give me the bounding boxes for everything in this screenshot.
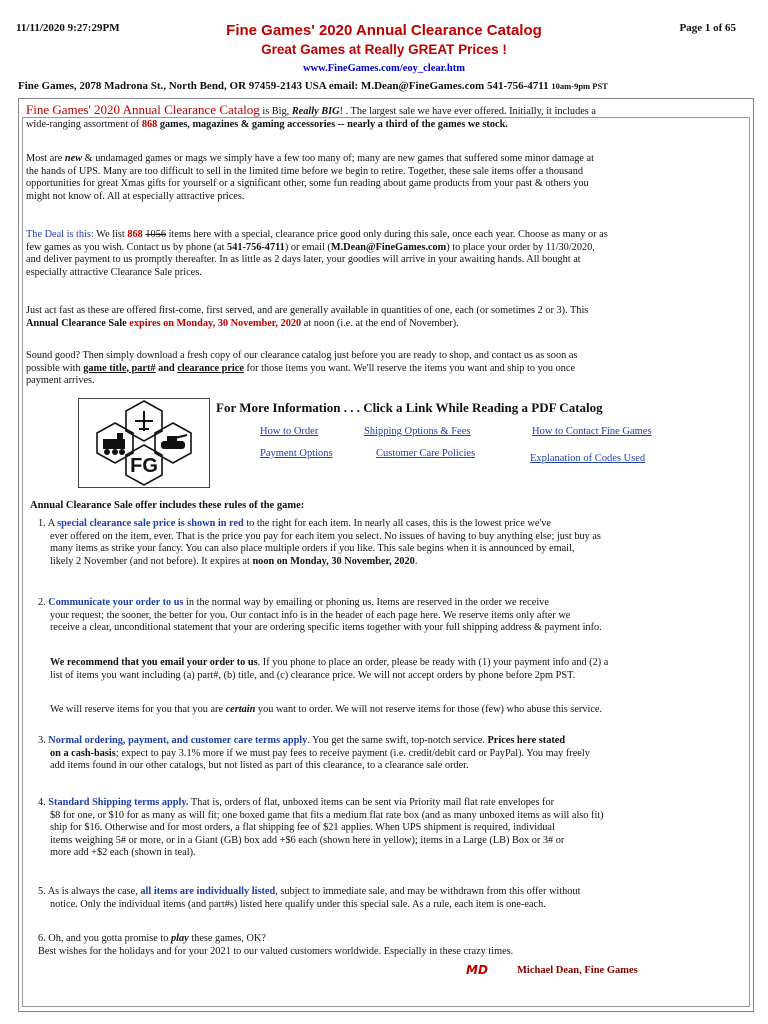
text: the hands of UPS. Many are too difficult to sell in the limited time before we begin to retire. Together, these sale items offer a thousand	[26, 165, 584, 177]
intro-text: wide-ranging assortment of	[26, 118, 142, 130]
text: to the right for each item. In nearly all cases, this is the lowest price we've	[243, 518, 551, 529]
hex-logo-icon	[79, 399, 209, 487]
paragraph-new-items	[26, 153, 744, 203]
text: 5. As is always the case,	[38, 886, 141, 897]
link-contact[interactable]: How to Contact Fine Games	[532, 426, 652, 437]
contact-address	[18, 80, 608, 92]
rule-2	[38, 597, 738, 635]
rule-2-reserve	[38, 704, 738, 717]
link-payment-options[interactable]: Payment Options	[260, 448, 333, 459]
emphasis-clearance-price: clearance price	[177, 362, 244, 374]
signature-initials: MD	[466, 963, 488, 977]
rule-2-recommend	[38, 657, 738, 682]
text: We will reserve items for you that you are	[50, 704, 226, 715]
page-number: Page 1 of 65	[679, 22, 736, 34]
cash-basis: on a cash-basis	[50, 747, 116, 759]
rule-5	[38, 886, 738, 911]
intro-catalog-name: Fine Games' 2020 Annual Clearance Catalog	[26, 102, 260, 117]
text: receive a clear, unconditional statement that your are ordering specific items together with your full shipping address & payment info.	[50, 622, 602, 633]
text: and	[155, 362, 178, 374]
item-count: 868	[127, 229, 143, 240]
text: many items as strike your fancy. You can also place multiple orders if you like. This sale begins when it is announced by email,	[50, 543, 575, 554]
prices-stated: Prices here stated	[487, 735, 566, 746]
catalog-title: Fine Games' 2020 Annual Clearance Catalog	[226, 22, 542, 39]
fine-games-logo	[78, 398, 210, 488]
text: ; expect to pay 3.1% more if we must pay fees to receive payment (i.e. credit/debit card or PayPal). You may freely	[115, 747, 590, 759]
paragraph-act-fast	[26, 305, 744, 330]
text: and deliver payment to us promptly thereafter. In as little as 2 days later, your goodies will arrive in your awaiting hands. All bought at	[26, 254, 581, 265]
text: items weighing 5# or more, or in a Giant (GB) box add +$6 each (shown here in yellow); items in a Large (LB) Box or 3# or	[50, 834, 565, 846]
rule-deadline: noon on Monday, 30 November, 2020	[252, 555, 415, 567]
item-count: 868	[141, 118, 158, 130]
rule-1	[38, 518, 738, 568]
intro-paragraph	[26, 104, 744, 131]
link-customer-care[interactable]: Customer Care Policies	[376, 448, 476, 459]
phone-number: 541-756-4711	[227, 241, 285, 253]
rules-heading: Annual Clearance Sale offer includes these rules of the game:	[30, 500, 305, 511]
rule-highlight: Communicate your order to us	[48, 597, 184, 608]
text: notice. Only the individual items (and part#s) listed here qualify under this special sale. As a rule, each item is one-each.	[50, 898, 546, 910]
text: Best wishes for the holidays and for your 2021 to our valued customers worldwide. Especially in these crazy times.	[38, 945, 514, 957]
text: at noon (i.e. at the end of November).	[301, 317, 459, 329]
intro-text: ! . The largest sale we have ever offered. Initially, it includes a	[339, 106, 596, 117]
paragraph-deal	[26, 229, 744, 279]
text: payment arrives.	[26, 375, 95, 386]
emphasis-new: new	[64, 153, 83, 164]
text: likely 2 November (and not before). It expires at	[50, 555, 253, 567]
text: 1. A	[38, 518, 58, 529]
text: opportunities for great Xmas gifts for yourself or a significant other, some fun reading about game products from your past & others you	[26, 178, 589, 189]
text: That is, orders of flat, unboxed items can be sent via Priority mail flat rate envelopes for	[188, 797, 555, 808]
text: list of items you want including (a) part#, (b) title, and (c) clearance price. We will not accept orders by phone before 2pm PST.	[50, 669, 576, 681]
rule-highlight: Normal ordering, payment, and customer care terms apply	[48, 735, 308, 746]
text: We list	[93, 229, 128, 240]
rule-highlight: Standard Shipping terms apply.	[48, 797, 189, 808]
text: Just act fast as these are offered first-come, first served, and are generally available in quantities of one, each (or sometimes 2 or 3). This	[26, 305, 589, 316]
text: especially attractive Clearance Sale prices.	[26, 266, 202, 278]
deal-label: The Deal is this:	[26, 229, 94, 240]
text: 3.	[38, 735, 49, 746]
email-address: M.Dean@FineGames.com	[330, 241, 447, 253]
emphasis-game-title: game title, part#	[83, 362, 156, 374]
text: possible with	[26, 362, 84, 374]
text: more add +$2 each (shown in teal).	[50, 847, 196, 858]
address-text: Fine Games, 2078 Madrona St., North Bend, OR 97459-2143 USA email: M.Dean@FineGames.com 541-756-4711	[18, 80, 552, 92]
text: these games, OK?	[188, 933, 266, 944]
rule-4	[38, 797, 738, 860]
text: ) or email (	[284, 241, 331, 253]
intro-text: is Big,	[259, 106, 292, 117]
text: , subject to immediate sale, and may be withdrawn from this offer without	[275, 886, 581, 897]
text: . If you phone to place an order, please be ready with (1) your payment info and (2) a	[257, 657, 609, 668]
paragraph-sound-good	[26, 350, 744, 388]
text: might not know of. All at especially attractive prices.	[26, 190, 245, 202]
text: ever offered on the item, ever. That is the price you pay for each item you select. No issues of having to buy anything else; just buy as	[50, 530, 601, 542]
rule-3	[38, 735, 738, 773]
text: .	[414, 555, 418, 567]
text: few games as you wish. Contact us by phone (at	[26, 241, 228, 253]
catalog-subtitle: Great Games at Really GREAT Prices !	[261, 42, 507, 57]
catalog-url-link[interactable]: www.FineGames.com/eoy_clear.htm	[302, 63, 466, 74]
link-codes-explanation[interactable]: Explanation of Codes Used	[530, 453, 646, 464]
text: Most are	[26, 153, 65, 164]
text: your request; the sooner, the better for you. Our contact info is in the header of each page here. We reserve items only after we	[50, 609, 571, 621]
text: & undamaged games or mags we simply have a few too many of; many are new games that suffered some minor damage at	[82, 153, 594, 164]
text: you want to order. We will not reserve items for those (few) who abuse this service.	[255, 704, 603, 715]
rule-6	[38, 933, 738, 958]
text: ship for $16. Otherwise and for most orders, a flat shipping fee of $21 applies. When UPS shipment is required, individual	[50, 822, 555, 833]
signature-name: Michael Dean, Fine Games	[517, 965, 638, 976]
svg-text:FG: FG	[130, 455, 158, 477]
link-shipping-options[interactable]: Shipping Options & Fees	[364, 426, 471, 437]
business-hours: 10am-9pm PST	[551, 81, 608, 91]
text: for those items you want. We'll reserve the items you want and ship to you once	[243, 362, 576, 374]
sale-name: Annual Clearance Sale	[26, 317, 127, 329]
rule-highlight: all items are individually listed	[140, 886, 276, 897]
recommend-email: We recommend that you email your order to us	[50, 657, 258, 668]
text: . You get the same swift, top-notch service.	[307, 735, 488, 746]
expiration-date: expires on Monday, 30 November, 2020	[126, 317, 302, 329]
link-how-to-order[interactable]: How to Order	[260, 426, 319, 437]
text: ) to place your order by 11/30/2020,	[446, 241, 595, 253]
intro-emphasis: games, magazines & gaming accessories -- nearly a third of the games we stock.	[157, 118, 508, 130]
intro-really-big: Really BIG	[291, 106, 340, 117]
text: $8 for one, or $10 for as many as will fit; one boxed game that fits a medium flat rate box (and as many unboxed items as will also fit)	[50, 809, 604, 821]
text: items here with a special, clearance price good only during this sale, once each year. Choose as many or as	[166, 229, 608, 240]
rule-highlight: special clearance sale price is shown in red	[57, 518, 244, 529]
text: add items found in our other catalogs, but not listed as part of this clearance, to a clearance sale order.	[50, 760, 469, 771]
text: in the normal way by emailing or phoning us. Items are reserved in the order we receive	[183, 597, 549, 608]
print-datetime: 11/11/2020 9:27:29PM	[16, 22, 120, 34]
text: Sound good? Then simply download a fresh copy of our clearance catalog just before you are ready to shop, and contact us as soon as	[26, 350, 578, 361]
text: 2.	[38, 597, 49, 608]
more-info-heading: For More Information . . . Click a Link While Reading a PDF Catalog	[216, 400, 603, 415]
old-item-count: 1056	[145, 229, 166, 240]
emphasis-certain: certain	[225, 704, 256, 715]
text: 4.	[38, 797, 49, 808]
text: 6. Oh, and you gotta promise to	[38, 933, 171, 944]
emphasis-play: play	[171, 933, 189, 944]
